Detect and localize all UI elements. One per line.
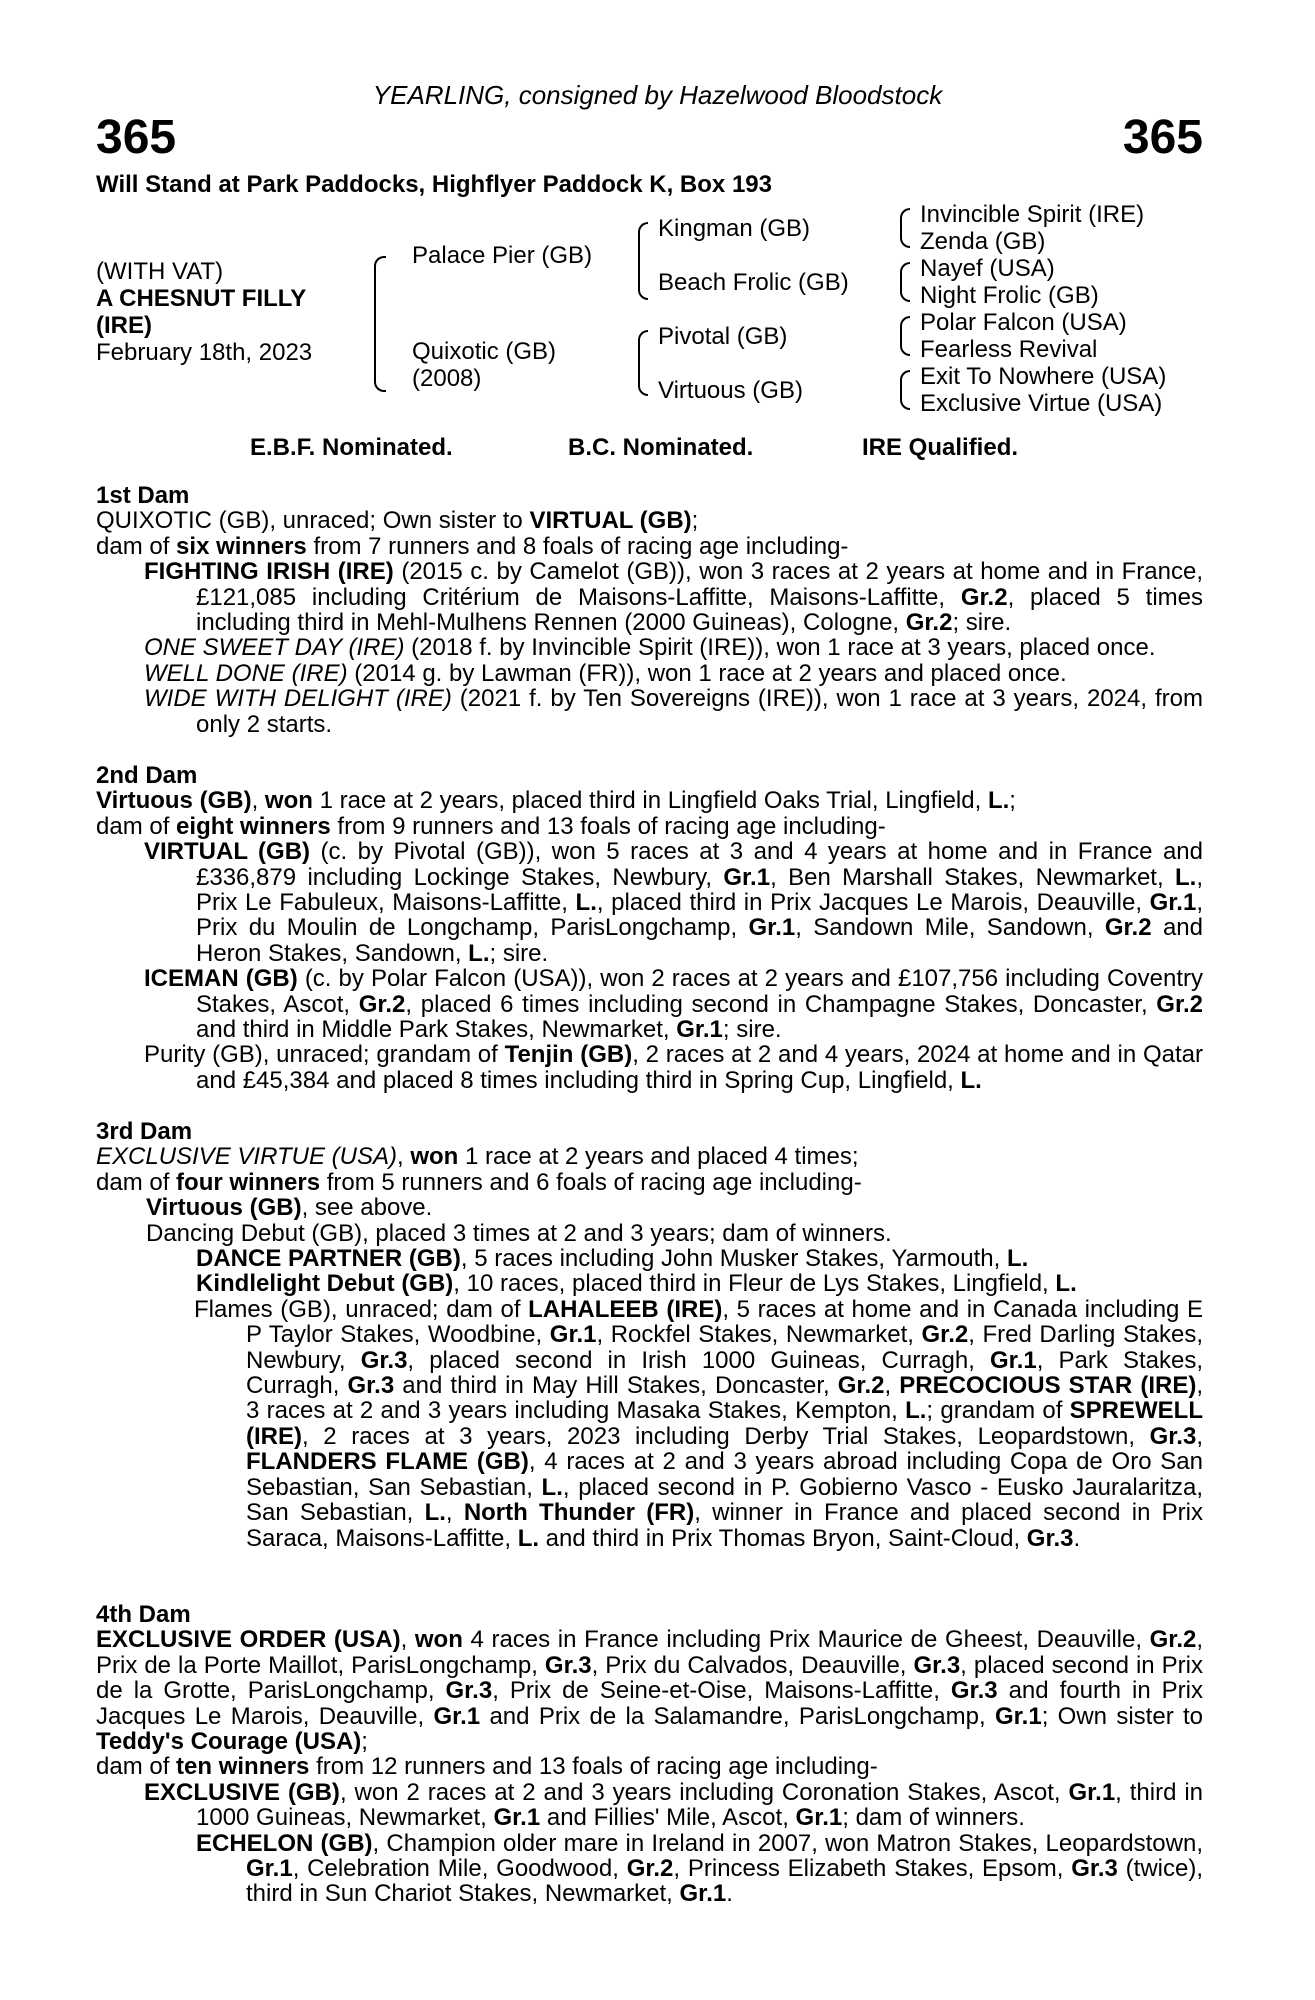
text-run: six winners bbox=[176, 532, 307, 560]
produce-summary bbox=[96, 1754, 1203, 1779]
pedigree-dam-dam: Virtuous (GB) bbox=[658, 377, 803, 404]
text-run: Gr.2 bbox=[837, 1372, 885, 1400]
dam-description bbox=[96, 1627, 1203, 1754]
text-run: Gr.2 bbox=[905, 609, 953, 637]
text-run: (twice), third in Sun Chariot Stakes, Newmarket, bbox=[246, 1855, 1204, 1908]
text-run: Gr.1 bbox=[990, 1346, 1037, 1374]
text-run: , 2 races at 3 years, 2023 including Derby Trial Stakes, Leopardstown, bbox=[302, 1422, 1150, 1450]
text-run: , placed 5 times including third in Mehl-Mulhens Rennen (2000 Guineas), Cologne, bbox=[196, 583, 1203, 637]
pedigree-brace bbox=[638, 330, 648, 396]
produce-entry bbox=[96, 1831, 1203, 1907]
text-run: Gr.3 bbox=[360, 1346, 408, 1374]
text-run: eight winners bbox=[176, 812, 331, 840]
text-run: from 12 runners and 13 foals of racing age including- bbox=[309, 1753, 878, 1781]
text-run: L. bbox=[541, 1473, 563, 1501]
text-run: Gr.2 bbox=[358, 990, 406, 1018]
pedigree-ds-sire: Polar Falcon (USA) bbox=[920, 309, 1127, 336]
dam-description bbox=[96, 1144, 1203, 1169]
text-run: , placed third in Prix Jacques Le Marois, Deauville, bbox=[596, 889, 1150, 917]
text-run: (c. by Polar Falcon (USA)), won 2 races at 2 years and £107,756 including Coventry Stakes, Ascot, bbox=[196, 965, 1203, 1018]
text-run: and Prix de la Salamandre, ParisLongchamp, bbox=[480, 1702, 995, 1730]
text-run: Gr.3 bbox=[347, 1372, 395, 1400]
second-dam-section bbox=[96, 763, 1203, 1093]
text-run: L. bbox=[517, 1524, 540, 1552]
text-run: EXCLUSIVE VIRTUE (USA) bbox=[96, 1143, 397, 1171]
produce-entry bbox=[96, 1246, 1203, 1271]
pedigree-brace bbox=[900, 370, 910, 410]
text-run: , Rockfel Stakes, Newmarket, bbox=[596, 1321, 922, 1349]
text-run: ECHELON (GB) bbox=[196, 1829, 373, 1857]
text-run: (2014 g. by Lawman (FR)), won 1 race at 2 years and placed once. bbox=[347, 659, 1067, 687]
pedigree-brace bbox=[900, 316, 910, 356]
text-run: and third in Middle Park Stakes, Newmarket, bbox=[196, 1016, 677, 1044]
text-run: LAHALEEB (IRE) bbox=[528, 1295, 723, 1323]
first-dam-section bbox=[96, 483, 1203, 737]
text-run: ; bbox=[361, 1728, 368, 1756]
pedigree-sire: Palace Pier (GB) bbox=[412, 242, 593, 269]
text-run: , 2 races at 2 and 4 years, 2024 at home and in Qatar and £45,384 and placed 8 times including third in Spring Cup, Lingfield, bbox=[196, 1041, 1203, 1094]
text-run: WIDE WITH DELIGHT (IRE) bbox=[144, 685, 452, 713]
text-run: , Fred Darling Stakes, Newbury, bbox=[246, 1321, 1204, 1374]
text-run: Gr.1 bbox=[433, 1702, 481, 1730]
text-run: ; dam of winners. bbox=[842, 1804, 1025, 1832]
text-run: , bbox=[251, 787, 265, 815]
text-run: FIGHTING IRISH (IRE) bbox=[144, 558, 394, 586]
text-run: , Sandown Mile, Sandown, bbox=[795, 914, 1105, 942]
pedigree-brace bbox=[900, 208, 910, 248]
text-run: Gr.1 bbox=[748, 914, 796, 942]
text-run: L. bbox=[905, 1397, 927, 1425]
text-run: L. bbox=[575, 889, 597, 917]
text-run: , Prix de Seine-et-Oise, Maisons-Laffitte, bbox=[492, 1677, 951, 1705]
text-run: from 7 runners and 8 foals of racing age including- bbox=[306, 532, 849, 560]
text-run: ; Own sister to bbox=[1041, 1702, 1204, 1730]
pedigree-ss-sire: Invincible Spirit (IRE) bbox=[920, 201, 1145, 228]
pedigree-sd-sire: Nayef (USA) bbox=[920, 255, 1055, 282]
text-run: SPREWELL (IRE) bbox=[246, 1397, 1203, 1450]
pedigree-ss-dam: Zenda (GB) bbox=[920, 228, 1046, 255]
text-run: , bbox=[400, 1626, 415, 1654]
text-run: and third in Prix Thomas Bryon, Saint-Cloud, bbox=[539, 1524, 1027, 1552]
text-run: , bbox=[445, 1499, 464, 1527]
text-run: dam of bbox=[96, 532, 177, 560]
vat-note: (WITH VAT) bbox=[96, 258, 224, 285]
produce-entry bbox=[96, 559, 1203, 635]
text-run: from 5 runners and 6 foals of racing age including- bbox=[320, 1168, 862, 1196]
text-run: L. bbox=[468, 939, 490, 967]
text-run: WELL DONE (IRE) bbox=[144, 659, 348, 687]
section-heading: 2nd Dam bbox=[96, 762, 198, 789]
text-run: Gr.3 bbox=[913, 1651, 961, 1679]
text-run: , 5 races at home and in Canada including E P Taylor Stakes, Woodbine, bbox=[246, 1295, 1204, 1349]
text-run: Virtuous (GB) bbox=[96, 787, 252, 815]
text-run: Gr.1 bbox=[795, 1804, 843, 1832]
produce-summary bbox=[96, 534, 1203, 559]
text-run: Gr.3 bbox=[1149, 1422, 1197, 1450]
horse-name: A CHESNUT FILLY bbox=[96, 285, 307, 312]
produce-entry bbox=[96, 1271, 1203, 1296]
text-run: L. bbox=[424, 1499, 446, 1527]
text-run: Gr.1 bbox=[1068, 1778, 1116, 1806]
text-run: Gr.2 bbox=[1149, 1626, 1197, 1654]
bc-nomination: B.C. Nominated. bbox=[568, 434, 754, 461]
section-heading: 1st Dam bbox=[96, 482, 190, 509]
text-run: FLANDERS FLAME (GB) bbox=[246, 1448, 529, 1476]
text-run: from 9 runners and 13 foals of racing age including- bbox=[330, 812, 886, 840]
text-run: Gr.1 bbox=[493, 1804, 541, 1832]
text-run: won bbox=[264, 787, 313, 815]
text-run: , won 2 races at 2 and 3 years including Coronation Stakes, Ascot, bbox=[339, 1778, 1069, 1806]
produce-entry bbox=[96, 1042, 1203, 1093]
text-run: ten winners bbox=[176, 1753, 310, 1781]
pedigree-sd-dam: Night Frolic (GB) bbox=[920, 282, 1099, 309]
text-run: , Prix de la Porte Maillot, ParisLongchamp, bbox=[96, 1626, 1204, 1679]
produce-entry bbox=[96, 661, 1203, 686]
text-run: , winner in France and placed second in Prix Saraca, Maisons-Laffitte, bbox=[246, 1499, 1203, 1552]
text-run: (2018 f. by Invincible Spirit (IRE)), won 1 race at 3 years, placed once. bbox=[404, 634, 1156, 662]
text-run: DANCE PARTNER (GB) bbox=[196, 1245, 461, 1273]
text-run: VIRTUAL (GB) bbox=[144, 838, 311, 866]
pedigree-brace bbox=[900, 262, 910, 302]
produce-entry bbox=[96, 1297, 1203, 1551]
text-run: ICEMAN (GB) bbox=[144, 965, 298, 993]
text-run: North Thunder (FR) bbox=[463, 1499, 695, 1527]
text-run: , placed second in Prix de la Grotte, ParisLongchamp, bbox=[96, 1651, 1203, 1705]
text-run: four winners bbox=[176, 1168, 321, 1196]
pedigree-dd-sire: Exit To Nowhere (USA) bbox=[920, 363, 1167, 390]
text-run: , Champion older mare in Ireland in 2007, won Matron Stakes, Leopardstown, bbox=[372, 1829, 1203, 1857]
text-run: ; grandam of bbox=[926, 1397, 1070, 1425]
text-run: Gr.3 bbox=[544, 1651, 592, 1679]
lot-number-right: 365 bbox=[1122, 111, 1203, 164]
text-run: ; sire. bbox=[952, 609, 1012, 637]
text-run: EXCLUSIVE (GB) bbox=[144, 1778, 340, 1806]
text-run: , third in 1000 Guineas, Newmarket, bbox=[196, 1778, 1204, 1832]
text-run: Gr.1 bbox=[246, 1855, 293, 1883]
text-run: Teddy's Courage (USA) bbox=[96, 1728, 362, 1756]
text-run: Dancing Debut (GB), placed 3 times at 2 and 3 years; dam of winners. bbox=[146, 1219, 892, 1247]
text-run: Gr.1 bbox=[1149, 889, 1197, 917]
text-run: Kindlelight Debut (GB) bbox=[196, 1270, 454, 1298]
lot-number-left: 365 bbox=[96, 111, 177, 164]
text-run: , Prix du Moulin de Longchamp, ParisLongchamp, bbox=[196, 889, 1203, 942]
text-run: Gr.3 bbox=[445, 1677, 493, 1705]
text-run: ; bbox=[691, 507, 699, 535]
dam-description bbox=[96, 788, 1203, 813]
text-run: Gr.1 bbox=[549, 1321, 597, 1349]
text-run: won bbox=[410, 1143, 459, 1171]
text-run: (2021 f. by Ten Sovereigns (IRE)), won 1 race at 3 years, 2024, from only 2 starts. bbox=[196, 685, 1203, 738]
produce-entry bbox=[96, 839, 1203, 966]
text-run: and Fillies' Mile, Ascot, bbox=[540, 1804, 796, 1832]
text-run: , 4 races at 2 and 3 years abroad including Copa de Oro San Sebastian, San Sebastian, bbox=[246, 1448, 1203, 1501]
fourth-dam-section bbox=[96, 1602, 1203, 1907]
pedigree-dd-dam: Exclusive Virtue (USA) bbox=[920, 390, 1163, 417]
text-run: . bbox=[1073, 1524, 1081, 1552]
text-run: 4 races in France including Prix Maurice de Gheest, Deauville, bbox=[462, 1626, 1150, 1654]
text-run: , Ben Marshall Stakes, Newmarket, bbox=[770, 863, 1176, 891]
text-run: Gr.1 bbox=[994, 1702, 1042, 1730]
text-run: and third in May Hill Stakes, Doncaster, bbox=[394, 1372, 838, 1400]
text-run: , 5 races including John Musker Stakes, Yarmouth, bbox=[460, 1245, 1007, 1273]
text-run: L. bbox=[1175, 863, 1197, 891]
pedigree-sire-dam: Beach Frolic (GB) bbox=[658, 269, 849, 296]
text-run: , Prix du Calvados, Deauville, bbox=[591, 1651, 914, 1679]
text-run: Virtuous (GB) bbox=[146, 1194, 302, 1222]
text-run: , Prix Le Fabuleux, Maisons-Laffitte, bbox=[196, 863, 1204, 917]
text-run: 1 race at 2 years, placed third in Lingfield Oaks Trial, Lingfield, bbox=[312, 787, 988, 815]
pedigree-brace bbox=[638, 222, 648, 300]
text-run: ONE SWEET DAY (IRE) bbox=[144, 634, 405, 662]
produce-summary bbox=[96, 1170, 1203, 1195]
text-run: , see above. bbox=[301, 1194, 433, 1222]
text-run: and fourth in Prix Jacques Le Marois, Deauville, bbox=[96, 1677, 1203, 1730]
text-run: won bbox=[414, 1626, 463, 1654]
text-run: , 10 races, placed third in Fleur de Lys Stakes, Lingfield, bbox=[453, 1270, 1056, 1298]
dam-description bbox=[96, 508, 1203, 533]
text-run: , Park Stakes, Curragh, bbox=[246, 1346, 1204, 1400]
text-run: 1 race at 2 years and placed 4 times; bbox=[458, 1143, 859, 1171]
text-run: Gr.1 bbox=[723, 863, 771, 891]
pedigree-brace bbox=[374, 256, 386, 392]
text-run: Gr.2 bbox=[921, 1321, 969, 1349]
text-run: (2015 c. by Camelot (GB)), won 3 races at 2 years at home and in France, £121,085 including Critérium de Maisons-Laffitte, Maisons-Laffitte, bbox=[196, 558, 1203, 611]
text-run: ; sire. bbox=[489, 939, 549, 967]
text-run: Gr.2 bbox=[1156, 990, 1203, 1018]
text-run: Gr.2 bbox=[1104, 914, 1152, 942]
text-run: PRECOCIOUS STAR (IRE) bbox=[899, 1372, 1197, 1400]
text-run: , bbox=[884, 1372, 900, 1400]
ebf-nomination: E.B.F. Nominated. bbox=[250, 434, 453, 461]
foaling-date: February 18th, 2023 bbox=[96, 339, 313, 366]
text-run: Gr.1 bbox=[676, 1016, 723, 1044]
pedigree-dam-year: (2008) bbox=[412, 365, 482, 392]
stand-location: Will Stand at Park Paddocks, Highflyer Paddock K, Box 193 bbox=[96, 171, 772, 198]
produce-entry bbox=[96, 635, 1203, 660]
pedigree-sire-sire: Kingman (GB) bbox=[658, 215, 811, 242]
text-run: (c. by Pivotal (GB)), won 5 races at 3 and 4 years at home and in France and £336,879 including Lockinge Stakes, Newbury, bbox=[196, 838, 1203, 891]
text-run: , bbox=[396, 1143, 411, 1171]
text-run: L. bbox=[1006, 1245, 1029, 1273]
produce-entry bbox=[96, 686, 1203, 737]
text-run: dam of bbox=[96, 1753, 177, 1781]
pedigree-ds-dam: Fearless Revival bbox=[920, 336, 1098, 363]
produce-entry bbox=[96, 1221, 1203, 1246]
text-run: Tenjin (GB) bbox=[504, 1041, 633, 1069]
produce-summary bbox=[96, 814, 1203, 839]
text-run: ; sire. bbox=[722, 1016, 782, 1044]
ire-qualification: IRE Qualified. bbox=[862, 434, 1019, 461]
text-run: , 3 races at 2 and 3 years including Masaka Stakes, Kempton, bbox=[246, 1372, 1203, 1425]
text-run: L. bbox=[960, 1066, 982, 1094]
section-heading: 3rd Dam bbox=[96, 1118, 193, 1145]
section-heading: 4th Dam bbox=[96, 1601, 191, 1628]
catalogue-subtitle: YEARLING, consigned by Hazelwood Bloodstock bbox=[372, 80, 943, 110]
horse-name-country: (IRE) bbox=[96, 312, 152, 339]
text-run: . bbox=[726, 1880, 733, 1908]
text-run: and Heron Stakes, Sandown, bbox=[196, 914, 1203, 967]
text-run: , placed 6 times including second in Champagne Stakes, Doncaster, bbox=[405, 990, 1157, 1018]
text-run: Flames (GB), unraced; dam of bbox=[194, 1295, 529, 1323]
text-run: Gr.2 bbox=[626, 1855, 674, 1883]
text-run: dam of bbox=[96, 1168, 177, 1196]
text-run: VIRTUAL (GB) bbox=[529, 507, 692, 535]
text-run: Gr.3 bbox=[1071, 1855, 1118, 1883]
text-run: Gr.3 bbox=[1026, 1524, 1074, 1552]
text-run: Purity (GB), unraced; grandam of bbox=[144, 1041, 505, 1069]
text-run: , bbox=[1196, 1422, 1203, 1450]
produce-entry bbox=[96, 1780, 1203, 1831]
text-run: ; bbox=[1009, 787, 1016, 815]
pedigree-dam: Quixotic (GB) bbox=[412, 338, 557, 365]
text-run: EXCLUSIVE ORDER (USA) bbox=[96, 1626, 401, 1654]
text-run: QUIXOTIC (GB), unraced; Own sister to bbox=[96, 507, 530, 535]
text-run: , placed second in Irish 1000 Guineas, Curragh, bbox=[407, 1346, 991, 1374]
text-run: dam of bbox=[96, 812, 177, 840]
text-run: Gr.3 bbox=[950, 1677, 998, 1705]
text-run: , Celebration Mile, Goodwood, bbox=[292, 1855, 627, 1883]
text-run: Gr.1 bbox=[679, 1880, 727, 1908]
produce-entry bbox=[96, 966, 1203, 1042]
produce-entry bbox=[96, 1195, 1203, 1220]
text-run: , Princess Elizabeth Stakes, Epsom, bbox=[673, 1855, 1072, 1883]
third-dam-section bbox=[96, 1119, 1203, 1551]
pedigree-dam-sire: Pivotal (GB) bbox=[658, 323, 788, 350]
text-run: L. bbox=[1055, 1270, 1077, 1298]
text-run: L. bbox=[987, 787, 1010, 815]
text-run: Gr.2 bbox=[960, 583, 1008, 611]
text-run: , placed second in P. Gobierno Vasco - Eusko Jauralaritza, San Sebastian, bbox=[246, 1473, 1203, 1527]
